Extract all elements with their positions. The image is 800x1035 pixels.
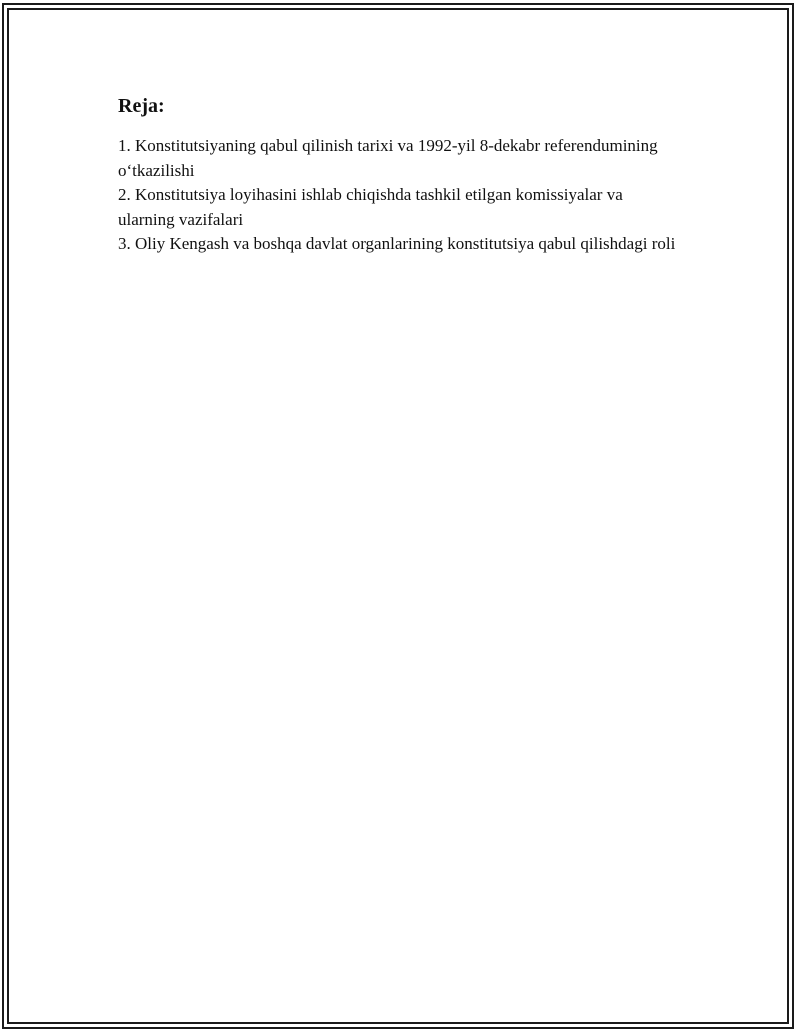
plan-item-3: 3. Oliy Kengash va boshqa davlat organlarining konstitutsiya qabul qilishdagi roli	[118, 234, 676, 253]
page-title: Reja:	[118, 95, 165, 117]
plan-list	[118, 134, 678, 257]
plan-item-1: 1. Konstitutsiyaning qabul qilinish tarixi va 1992-yil 8-dekabr referendumining o‘tkazilishi	[118, 136, 658, 180]
document-body	[118, 92, 678, 257]
plan-item-2: 2. Konstitutsiya loyihasini ishlab chiqishda tashkil etilgan komissiyalar va ularning vazifalari	[118, 185, 623, 229]
